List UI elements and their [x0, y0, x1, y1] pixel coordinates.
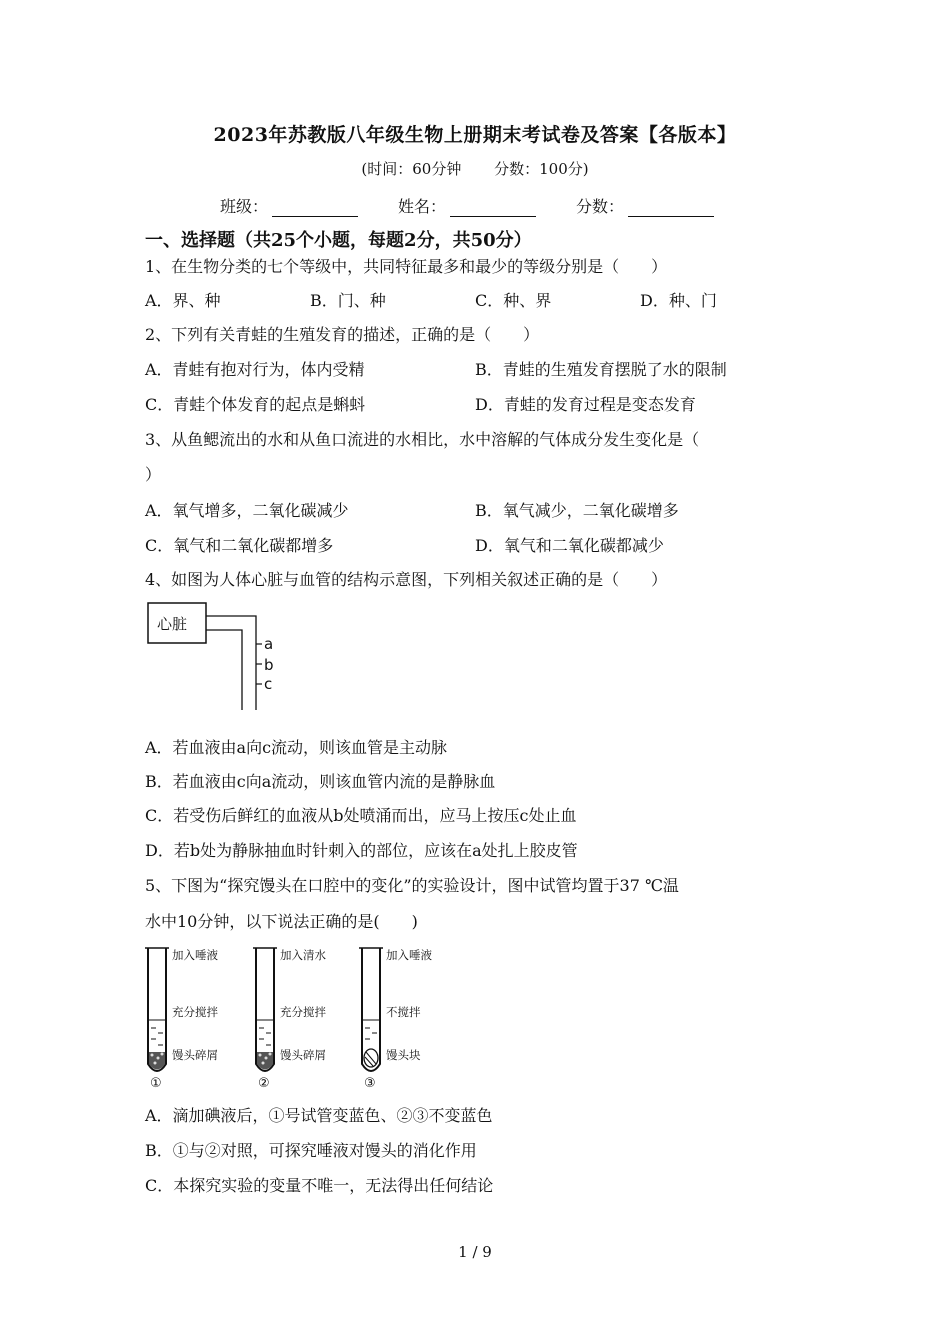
svg-text:馒头碎屑: 馒头碎屑 [280, 1048, 326, 1062]
q3-option-d: D．氧气和二氧化碳都减少 [475, 536, 664, 555]
svg-text:加入唾液: 加入唾液 [172, 948, 218, 962]
svg-text:充分搅拌: 充分搅拌 [280, 1005, 326, 1019]
q2-option-b: B．青蛙的生殖发育摆脱了水的限制 [475, 360, 727, 379]
test-tube-1 [145, 948, 218, 1090]
svg-text:加入唾液: 加入唾液 [386, 948, 432, 962]
section-heading: 一、选择题（共25个小题，每题2分，共50分） [145, 230, 532, 251]
q2-option-a: A．青蛙有抱对行为，体内受精 [145, 360, 365, 379]
question-3-stem-cont: ） [145, 465, 162, 484]
q1-option-d: D．种、门 [640, 291, 717, 310]
q1-option-a: A．界、种 [145, 291, 221, 310]
svg-text:馒头碎屑: 馒头碎屑 [172, 1048, 218, 1062]
svg-text:不搅拌: 不搅拌 [386, 1005, 421, 1019]
q1-option-c: C．种、界 [475, 291, 552, 310]
heart-vessel-diagram [145, 600, 285, 712]
q1-option-b: B．门、种 [310, 291, 386, 310]
q3-option-c: C．氧气和二氧化碳都增多 [145, 536, 334, 555]
svg-text:充分搅拌: 充分搅拌 [172, 1005, 218, 1019]
vessel-inner-wall [206, 630, 242, 710]
label-a: a [264, 635, 274, 653]
page-number: 1 / 9 [458, 1243, 492, 1261]
class-label: 班级： [220, 197, 269, 216]
label-c: c [264, 675, 273, 693]
q2-option-c: C．青蛙个体发育的起点是蝌蚪 [145, 395, 366, 414]
question-3-stem: 3、从鱼鳃流出的水和从鱼口流进的水相比，水中溶解的气体成分发生变化是（ [145, 430, 700, 449]
q3-option-a: A．氧气增多，二氧化碳减少 [145, 501, 349, 520]
label-b: b [264, 656, 274, 674]
svg-text:加入清水: 加入清水 [280, 948, 326, 962]
svg-text:①: ① [150, 1076, 162, 1090]
time-text: (时间：60分钟 [361, 160, 462, 178]
question-5-stem-cont: 水中10分钟，以下说法正确的是( ) [145, 912, 418, 931]
score-blank[interactable] [628, 198, 714, 217]
q4-option-b: B．若血液由c向a流动，则该血管内流的是静脉血 [145, 772, 496, 791]
total-score-text: 分数：100分) [494, 160, 589, 178]
name-blank[interactable] [450, 198, 536, 217]
page-title: 2023年苏教版八年级生物上册期末考试卷及答案【各版本】 [213, 124, 737, 146]
question-2-stem: 2、下列有关青蛙的生殖发育的描述，正确的是（ ） [145, 325, 540, 344]
svg-text:馒头块: 馒头块 [386, 1048, 421, 1062]
test-tube-2 [253, 948, 326, 1090]
q2-option-d: D．青蛙的发育过程是变态发育 [475, 395, 696, 414]
class-field[interactable] [220, 194, 358, 217]
q4-option-c: C．若受伤后鲜红的血液从b处喷涌而出，应马上按压c处止血 [145, 806, 577, 825]
question-4-stem: 4、如图为人体心脏与血管的结构示意图，下列相关叙述正确的是（ ） [145, 570, 668, 589]
q5-option-b: B．①与②对照，可探究唾液对馒头的消化作用 [145, 1141, 477, 1160]
name-field[interactable] [398, 194, 536, 217]
test-tube-3 [359, 948, 432, 1090]
class-blank[interactable] [272, 198, 358, 217]
question-5-stem: 5、下图为“探究馒头在口腔中的变化”的实验设计，图中试管均置于37 ℃温 [145, 876, 679, 895]
q3-option-b: B．氧气减少，二氧化碳增多 [475, 501, 679, 520]
question-1-stem: 1、在生物分类的七个等级中，共同特征最多和最少的等级分别是（ ） [145, 257, 668, 276]
q4-option-d: D．若b处为静脉抽血时针刺入的部位，应该在a处扎上胶皮管 [145, 841, 578, 860]
student-info-row [220, 194, 754, 217]
score-field[interactable] [576, 194, 714, 217]
name-label: 姓名： [398, 197, 447, 216]
q5-option-c: C．本探究实验的变量不唯一，无法得出任何结论 [145, 1176, 494, 1195]
svg-text:②: ② [258, 1076, 270, 1090]
score-label: 分数： [576, 197, 625, 216]
q5-option-a: A．滴加碘液后，①号试管变蓝色、②③不变蓝色 [145, 1106, 493, 1125]
test-tube-diagram [140, 938, 450, 1090]
time-score-line [0, 158, 950, 179]
svg-text:③: ③ [364, 1076, 376, 1090]
q4-option-a: A．若血液由a向c流动，则该血管是主动脉 [145, 738, 448, 757]
heart-label: 心脏 [157, 615, 188, 633]
